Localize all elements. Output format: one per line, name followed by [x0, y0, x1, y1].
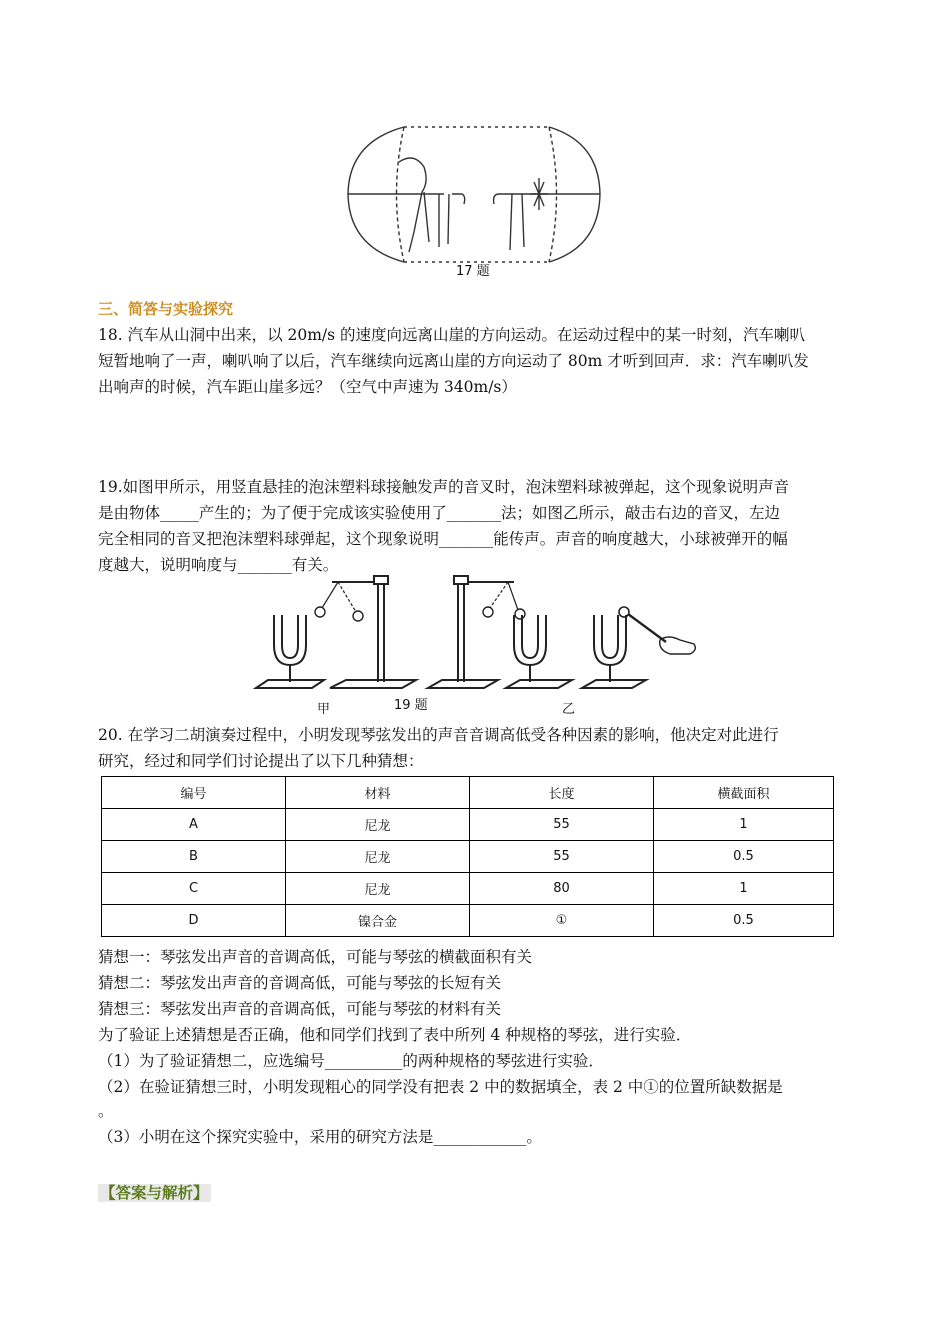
answer-heading-wrap — [98, 1180, 211, 1206]
q20-method-intro: 为了验证上述猜想是否正确，他和同学们找到了表中所列 4 种规格的琴弦，进行实验． — [98, 1026, 692, 1044]
table-row — [102, 873, 834, 905]
table-cell: 尼龙 — [286, 841, 470, 873]
q19-line-4: 度越大，说明响度与_______有关。 — [98, 556, 339, 574]
q19-line-2: 是由物体_____产生的；为了便于完成该实验使用了_______法；如图乙所示，敲击右边的音叉，左边 — [98, 504, 781, 522]
table-cell: 0.5 — [654, 905, 834, 937]
table-header: 材料 — [286, 777, 470, 809]
q20-intro-line-1: 20. 在学习二胡演奏过程中，小明发现琴弦发出的声音音调高低受各种因素的影响，他决定对此进行 — [98, 726, 779, 744]
table-cell: 55 — [470, 841, 654, 873]
table-header: 横截面积 — [654, 777, 834, 809]
table-header: 长度 — [470, 777, 654, 809]
table-header-row — [102, 777, 834, 809]
table-cell: 1 — [654, 873, 834, 905]
q19-line-3: 完全相同的音叉把泡沫塑料球弹起，这个现象说明_______能传声。声音的响度越大，小球被弹开的幅 — [98, 530, 788, 548]
figure-17-drawing — [344, 122, 604, 282]
section-heading: 三、简答与实验探究 — [98, 300, 234, 318]
table-header: 编号 — [102, 777, 286, 809]
q18-line-1: 18. 汽车从山洞中出来，以 20m/s 的速度向远离山崖的方向运动。在运动过程中的某一时刻，汽车喇叭 — [98, 326, 806, 344]
table-row — [102, 809, 834, 841]
table-cell: 尼龙 — [286, 809, 470, 841]
q20-hypothesis-2: 猜想二：琴弦发出声音的音调高低，可能与琴弦的长短有关 — [98, 974, 502, 992]
table-cell: 镍合金 — [286, 905, 470, 937]
table-cell: 80 — [470, 873, 654, 905]
table-cell: B — [102, 841, 286, 873]
table-cell: C — [102, 873, 286, 905]
q20-intro-line-2: 研究，经过和同学们讨论提出了以下几种猜想： — [98, 752, 424, 770]
table-row — [102, 905, 834, 937]
answer-heading: 【答案与解析】 — [100, 1184, 209, 1202]
q20-subquestion-2: （2）在验证猜想三时，小明发现粗心的同学没有把表 2 中的数据填全，表 2 中①的位置所缺数据是 — [98, 1078, 783, 1096]
table-row — [102, 841, 834, 873]
q18-line-3: 出响声的时候，汽车距山崖多远？（空气中声速为 340m/s） — [98, 378, 517, 396]
table-cell: D — [102, 905, 286, 937]
figure-17-caption: 17 题 — [456, 264, 490, 279]
table-cell: ① — [470, 905, 654, 937]
figure-19 — [252, 570, 702, 720]
figure-19-drawing — [252, 570, 702, 700]
string-spec-table — [101, 776, 834, 937]
figure-19-label-yi: 乙 — [562, 702, 576, 717]
figure-17 — [344, 122, 604, 282]
q20-subquestion-1: （1）为了验证猜想二，应选编号__________的两种规格的琴弦进行实验． — [98, 1052, 604, 1070]
q20-subquestion-3: （3）小明在这个探究实验中，采用的研究方法是____________。 — [98, 1128, 542, 1146]
figure-19-caption: 19 题 — [394, 698, 428, 713]
table-cell: 55 — [470, 809, 654, 841]
q20-hypothesis-1: 猜想一：琴弦发出声音的音调高低，可能与琴弦的横截面积有关 — [98, 948, 533, 966]
figure-19-label-jia: 甲 — [317, 702, 331, 717]
q18-line-2: 短暂地响了一声，喇叭响了以后，汽车继续向远离山崖的方向运动了 80m 才听到回声．求：汽车喇叭发 — [98, 352, 809, 370]
table-cell: 尼龙 — [286, 873, 470, 905]
q19-line-1: 19.如图甲所示，用竖直悬挂的泡沫塑料球接触发声的音叉时，泡沫塑料球被弹起，这个现象说明声音 — [98, 478, 790, 496]
table-cell: 0.5 — [654, 841, 834, 873]
table-cell: A — [102, 809, 286, 841]
table-cell: 1 — [654, 809, 834, 841]
q20-subquestion-2-end: 。 — [98, 1102, 114, 1120]
q20-hypothesis-3: 猜想三：琴弦发出声音的音调高低，可能与琴弦的材料有关 — [98, 1000, 502, 1018]
